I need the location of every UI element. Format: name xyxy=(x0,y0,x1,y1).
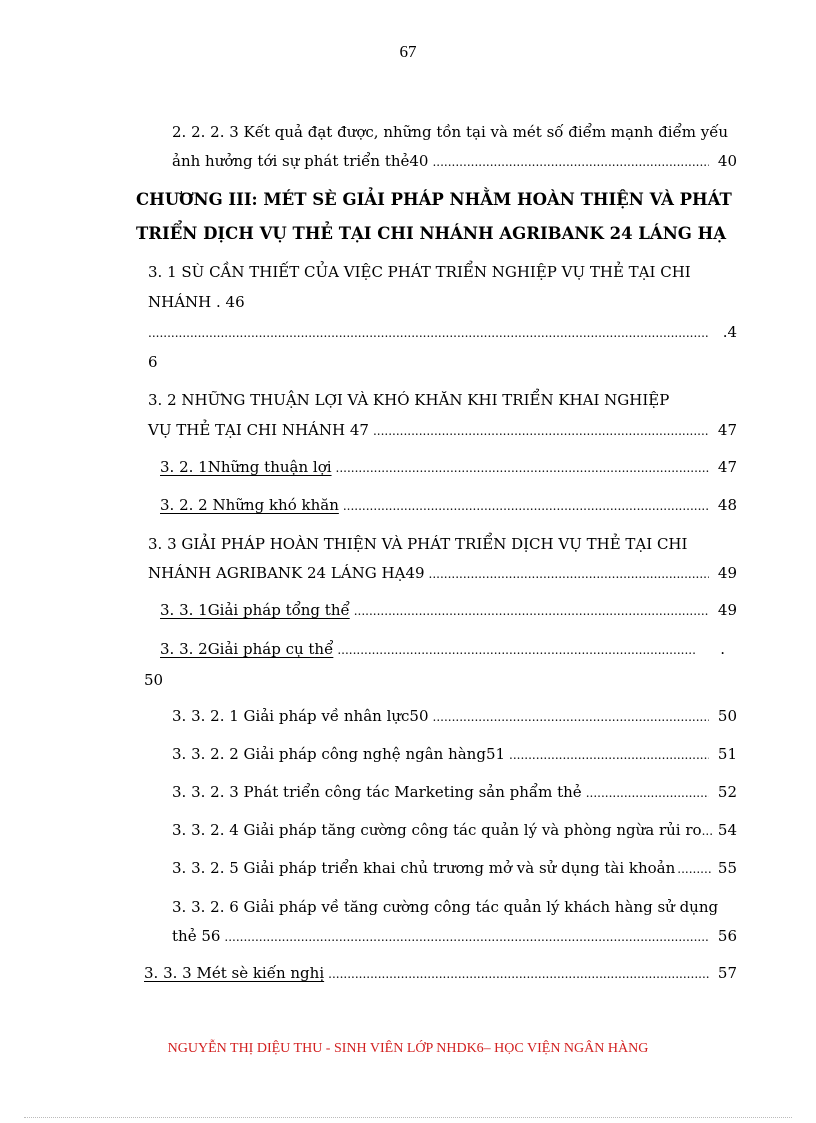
toc-page-number: 47 xyxy=(717,458,737,476)
toc-page-number: 50 xyxy=(717,707,737,725)
toc-entry-title: ảnh hưởng tới sự phát triển thẻ40 xyxy=(172,152,429,170)
toc-page-number-wrap: 6 xyxy=(148,353,158,371)
toc-entry-333[interactable] xyxy=(144,964,737,984)
page-bottom-rule xyxy=(24,1117,792,1118)
toc-entry-title: 3. 3. 2. 5 Giải pháp triển khai chủ trương mở và sử dụng tài khoản xyxy=(172,859,676,877)
toc-entry-321[interactable] xyxy=(160,458,737,478)
toc-entry-3326-line1: 3. 3. 2. 6 Giải pháp về tăng cường công tác quản lý khách hàng sử dụng xyxy=(172,898,719,916)
page-footer: NGUYỄN THỊ DIỆU THU - SINH VIÊN LỚP NHDK6– HỌC VIỆN NGÂN HÀNG xyxy=(167,1041,649,1056)
toc-entry-322[interactable] xyxy=(160,496,737,516)
toc-page-number-wrap: 50 xyxy=(144,671,164,689)
dot-leader xyxy=(328,967,709,981)
toc-entry-title: thẻ 56 xyxy=(172,927,221,945)
dot-leader xyxy=(336,461,709,475)
toc-entry-title: 3. 3. 2. 2 Giải pháp công nghệ ngân hàng51 xyxy=(172,745,506,763)
toc-page-number: .4 xyxy=(722,323,737,341)
toc-entry-2223-line1: 2. 2. 2. 3 Kết quả đạt được, những tồn tại và mét số điểm mạnh điểm yếu xyxy=(172,123,729,141)
dot-leader xyxy=(429,567,709,581)
dot-leader xyxy=(702,824,713,838)
toc-entry-331[interactable] xyxy=(160,601,737,621)
toc-page-number: 51 xyxy=(717,745,737,763)
dot-leader xyxy=(433,710,709,724)
toc-entry-32[interactable] xyxy=(148,421,737,441)
toc-page-number: 55 xyxy=(717,859,737,877)
toc-page-number: 57 xyxy=(717,964,737,982)
toc-entry-title: VỤ THẺ TẠI CHI NHÁNH 47 xyxy=(148,421,369,439)
toc-page-number: 48 xyxy=(717,496,737,514)
toc-entry-3326[interactable] xyxy=(172,927,737,947)
page-number: 67 xyxy=(399,42,417,61)
dot-leader xyxy=(343,499,709,513)
dot-leader xyxy=(432,155,709,169)
toc-page-number: 56 xyxy=(717,927,737,945)
toc-entry-title: 3. 3. 3 Mét sè kiến nghị xyxy=(144,964,325,982)
toc-entry-title: 3. 3. 1Giải pháp tổng thể xyxy=(160,601,350,619)
dot-leader xyxy=(509,748,709,762)
toc-entry-title: 3. 3. 2. 1 Giải pháp về nhân lực50 xyxy=(172,707,429,725)
toc-entry-title: 3. 3. 2Giải pháp cụ thể xyxy=(160,640,334,658)
toc-entry-title: 3. 3. 2. 3 Phát triển công tác Marketing sản phẩm thẻ xyxy=(172,783,582,801)
toc-entry-31-leader xyxy=(148,323,737,343)
dot-leader xyxy=(354,604,709,618)
toc-entry-3321[interactable] xyxy=(172,707,737,727)
toc-entry-title: 3. 3. 2. 4 Giải pháp tăng cường công tác quản lý và phòng ngừa rủi ro xyxy=(172,821,702,839)
toc-entry-title: 3. 2. 2 Những khó khăn xyxy=(160,496,339,514)
dot-leader xyxy=(586,786,709,800)
toc-entry-title: NHÁNH AGRIBANK 24 LÁNG HẠ49 xyxy=(148,564,425,582)
toc-entry-3324[interactable] xyxy=(172,821,737,841)
toc-entry-3322[interactable] xyxy=(172,745,737,765)
toc-entry-title: 3. 2. 1Những thuận lợi xyxy=(160,458,332,476)
toc-entry-332[interactable] xyxy=(160,640,725,660)
toc-entry-31-line2[interactable]: NHÁNH . 46 xyxy=(148,293,245,311)
toc-entry-2223[interactable] xyxy=(172,152,737,172)
dot-leader xyxy=(148,326,709,340)
toc-page-number: . xyxy=(720,640,725,658)
toc-entry-33[interactable] xyxy=(148,564,737,584)
dot-leader xyxy=(677,862,711,876)
toc-entry-32-line1: 3. 2 NHỮNG THUẬN LỢI VÀ KHÓ KHĂN KHI TRIỂN KHAI NGHIỆP xyxy=(148,391,670,409)
toc-page-number: 47 xyxy=(717,421,737,439)
dot-leader xyxy=(373,424,709,438)
dot-leader xyxy=(224,930,709,944)
toc-entry-33-line1: 3. 3 GIẢI PHÁP HOÀN THIỆN VÀ PHÁT TRIỂN DỊCH VỤ THẺ TẠI CHI xyxy=(148,535,688,553)
toc-entry-31-line1: 3. 1 SÙ CẦN THIẾT CỦA VIỆC PHÁT TRIỂN NGHIỆP VỤ THẺ TẠI CHI xyxy=(148,263,691,281)
toc-page-number: 49 xyxy=(717,601,737,619)
dot-leader xyxy=(337,643,697,657)
toc-page-number: 49 xyxy=(717,564,737,582)
toc-page-number: 40 xyxy=(717,152,737,170)
toc-entry-3325[interactable] xyxy=(172,859,737,879)
chapter-heading-line2[interactable]: TRIỂN DỊCH VỤ THẺ TẠI CHI NHÁNH AGRIBANK 24 LÁNG HẠ xyxy=(136,224,727,243)
toc-entry-3323[interactable] xyxy=(172,783,737,803)
toc-page-number: 52 xyxy=(717,783,737,801)
chapter-heading-line1[interactable]: CHƯƠNG III: MÉT SÈ GIẢI PHÁP NHẰM HOÀN THIỆN VÀ PHÁT xyxy=(136,190,732,209)
toc-page-number: 54 xyxy=(717,821,737,839)
